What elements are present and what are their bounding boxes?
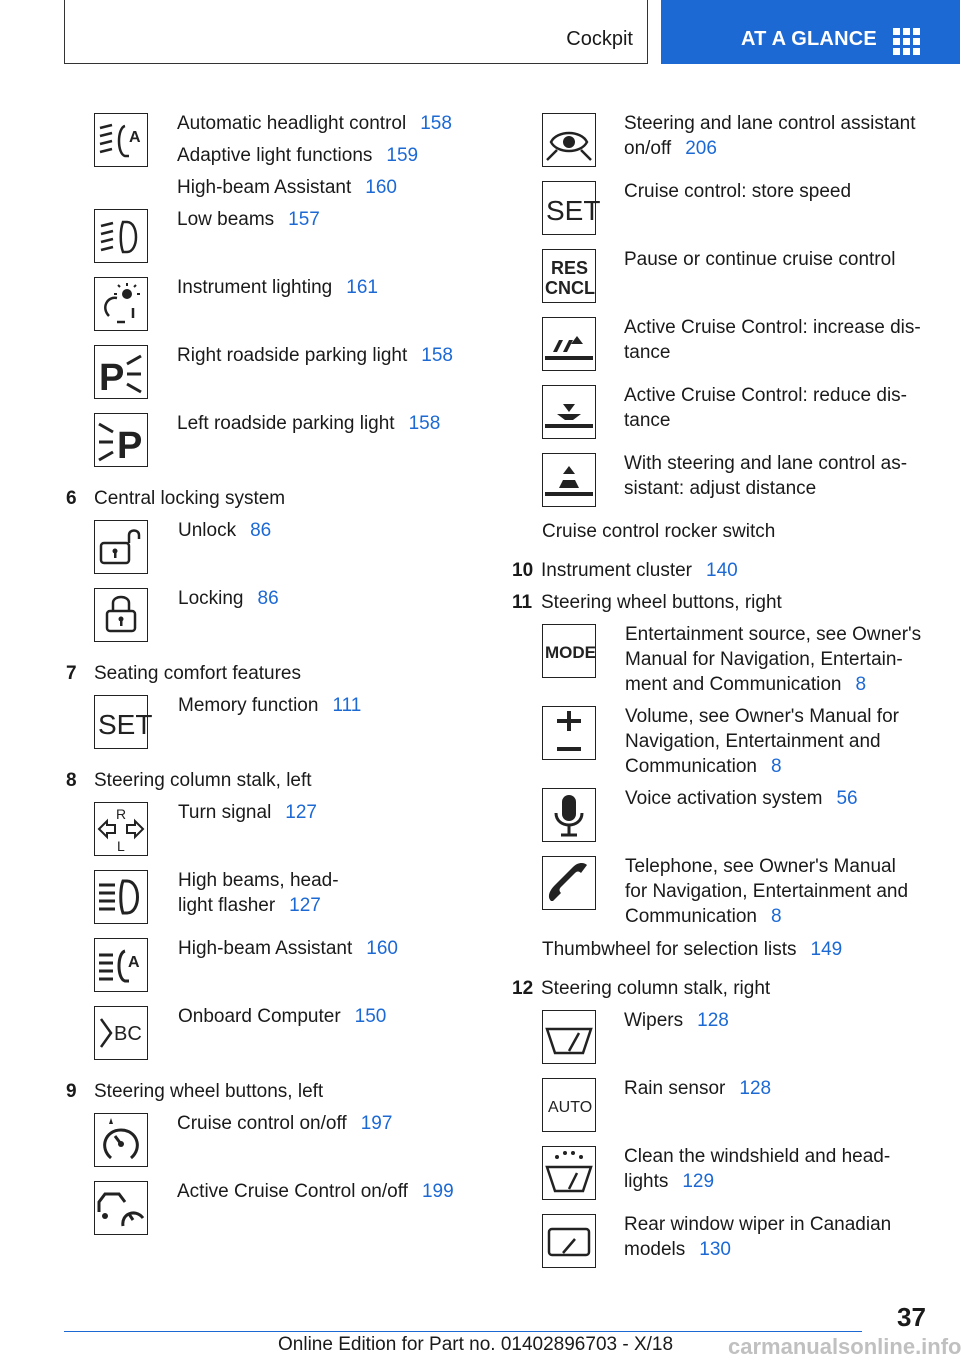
entry-increase-distance-cont[interactable]: tance	[624, 342, 671, 363]
section-title: Steering column stalk, left	[94, 770, 312, 791]
svg-text:CNCL: CNCL	[545, 278, 595, 298]
entry-rear-wiper-cont[interactable]: models 130	[624, 1239, 731, 1260]
reduce-distance-icon	[542, 385, 596, 439]
entry-lane-assist-cont[interactable]: on/off 206	[624, 138, 717, 159]
edition-text: Online Edition for Part no. 01402896703 - X/18	[278, 1334, 674, 1355]
entry-onboard-computer[interactable]: Onboard Computer 150	[178, 1006, 387, 1027]
entry-rear-wiper[interactable]: Rear window wiper in Canadian	[624, 1214, 892, 1235]
microphone-icon	[542, 788, 596, 842]
entry-auto-headlight[interactable]: Automatic headlight control 158	[177, 113, 452, 134]
automatic-headlight-icon	[94, 113, 148, 167]
left-parking-light-icon	[94, 413, 148, 467]
cruise-control-icon	[94, 1113, 148, 1167]
entry-entertainment-source[interactable]: Entertainment source, see Owner's	[625, 624, 922, 645]
chapter-title: AT A GLANCE	[741, 28, 877, 50]
entry-entertainment-source-cont2[interactable]: ment and Communication 8	[625, 674, 867, 695]
entry-adjust-distance-cont[interactable]: sistant: adjust distance	[624, 478, 817, 499]
onboard-computer-icon	[94, 1006, 148, 1060]
svg-text:L: L	[117, 838, 125, 854]
entry-turn-signal[interactable]: Turn signal 127	[178, 802, 317, 823]
lane-assist-icon	[542, 113, 596, 167]
entry-reduce-distance-cont[interactable]: tance	[624, 410, 671, 431]
entry-memory-function[interactable]: Memory function 111	[178, 695, 362, 716]
entry-volume-cont[interactable]: Navigation, Entertainment and	[625, 731, 881, 752]
section-number: 9	[66, 1081, 77, 1102]
entry-high-beam-assistant-2[interactable]: High-beam Assistant 160	[178, 938, 398, 959]
set-speed-icon	[542, 181, 601, 235]
instrument-lighting-icon	[94, 277, 148, 331]
high-beams-icon	[94, 870, 148, 924]
entry-high-beams-cont[interactable]: light flasher 127	[178, 895, 321, 916]
svg-text:SET: SET	[546, 195, 601, 226]
footer-divider	[64, 1331, 862, 1332]
section-title: Steering column stalk, right	[541, 978, 771, 999]
entry-entertainment-source-cont[interactable]: Manual for Navigation, Entertain-	[625, 649, 903, 670]
entry-instrument-cluster[interactable]: Instrument cluster 140	[541, 560, 738, 581]
rear-wiper-icon	[542, 1214, 596, 1268]
high-beam-assistant-icon	[94, 938, 148, 992]
entry-active-cruise-control[interactable]: Active Cruise Control on/off 199	[177, 1181, 454, 1202]
section-title: Seating comfort features	[94, 663, 301, 684]
grid-menu-icon[interactable]	[893, 28, 921, 56]
volume-icon	[542, 706, 596, 760]
res-cncl-icon	[542, 249, 596, 303]
section-number: 10	[512, 560, 534, 581]
entry-left-parking-light[interactable]: Left roadside parking light 158	[177, 413, 441, 434]
lane-distance-icon	[542, 453, 596, 507]
section-title: Cockpit	[566, 28, 633, 50]
entry-voice-activation[interactable]: Voice activation system 56	[625, 788, 858, 809]
entry-low-beams[interactable]: Low beams 157	[177, 209, 320, 230]
entry-locking[interactable]: Locking 86	[178, 588, 279, 609]
section-title: Steering wheel buttons, right	[541, 592, 782, 613]
entry-telephone[interactable]: Telephone, see Owner's Manual	[625, 856, 896, 877]
entry-telephone-cont[interactable]: for Navigation, Entertainment and	[625, 881, 909, 902]
section-number: 12	[512, 978, 534, 999]
rain-sensor-icon	[542, 1078, 596, 1132]
entry-clean-windshield-cont[interactable]: lights 129	[624, 1171, 715, 1192]
right-parking-light-icon	[94, 345, 148, 399]
entry-volume[interactable]: Volume, see Owner's Manual for	[625, 706, 899, 727]
entry-instrument-lighting[interactable]: Instrument lighting 161	[177, 277, 378, 298]
increase-distance-icon	[542, 317, 596, 371]
entry-adaptive-light[interactable]: Adaptive light functions 159	[177, 145, 419, 166]
entry-rain-sensor[interactable]: Rain sensor 128	[624, 1078, 772, 1099]
entry-store-speed[interactable]: Cruise control: store speed	[624, 181, 852, 202]
wipers-icon	[542, 1010, 596, 1064]
washer-icon	[542, 1146, 596, 1200]
entry-increase-distance[interactable]: Active Cruise Control: increase dis-	[624, 317, 921, 338]
entry-unlock[interactable]: Unlock 86	[178, 520, 272, 541]
svg-text:MODE: MODE	[545, 643, 596, 662]
section-number: 8	[66, 770, 77, 791]
watermark: carmanualsonline.info	[728, 1334, 962, 1359]
svg-text:RES: RES	[551, 258, 589, 278]
memory-set-icon	[94, 695, 153, 749]
entry-right-parking-light[interactable]: Right roadside parking light 158	[177, 345, 453, 366]
svg-text:R: R	[116, 806, 127, 822]
telephone-icon	[542, 856, 596, 910]
section-number: 11	[512, 592, 533, 613]
svg-text:A: A	[128, 954, 140, 971]
entry-telephone-cont2[interactable]: Communication 8	[625, 906, 782, 927]
low-beams-icon	[94, 209, 148, 263]
section-title: Central locking system	[94, 488, 286, 509]
unlock-icon	[94, 520, 148, 574]
svg-text:P: P	[117, 425, 143, 467]
entry-cruise-control[interactable]: Cruise control on/off 197	[177, 1113, 393, 1134]
entry-wipers[interactable]: Wipers 128	[624, 1010, 729, 1031]
section-number: 7	[66, 663, 77, 684]
entry-high-beam-assistant[interactable]: High-beam Assistant 160	[177, 177, 397, 198]
svg-text:BC: BC	[114, 1023, 142, 1045]
entry-high-beams[interactable]: High beams, head-	[178, 870, 339, 891]
section-number: 6	[66, 488, 77, 509]
svg-text:AUTO: AUTO	[548, 1099, 593, 1116]
turn-signal-icon	[94, 802, 148, 856]
chapter-bar[interactable]	[661, 0, 960, 64]
header-box	[64, 0, 648, 64]
entry-volume-cont2[interactable]: Communication 8	[625, 756, 782, 777]
page-number: 37	[897, 1302, 926, 1332]
entry-thumbwheel[interactable]: Thumbwheel for selection lists 149	[542, 939, 843, 960]
svg-text:P: P	[99, 357, 125, 399]
entry-adjust-distance[interactable]: With steering and lane control as-	[624, 453, 908, 474]
entry-lane-assist[interactable]: Steering and lane control assistant	[624, 113, 916, 134]
svg-text:A: A	[129, 129, 141, 146]
entry-pause-cruise[interactable]: Pause or continue cruise control	[624, 249, 896, 270]
active-cruise-control-icon	[94, 1181, 148, 1235]
rocker-switch-label: Cruise control rocker switch	[542, 521, 776, 542]
svg-text:SET: SET	[98, 709, 153, 740]
lock-icon	[94, 588, 148, 642]
entry-reduce-distance[interactable]: Active Cruise Control: reduce dis-	[624, 385, 907, 406]
section-title: Steering wheel buttons, left	[94, 1081, 324, 1102]
entry-clean-windshield[interactable]: Clean the windshield and head-	[624, 1146, 891, 1167]
mode-icon	[542, 624, 596, 678]
